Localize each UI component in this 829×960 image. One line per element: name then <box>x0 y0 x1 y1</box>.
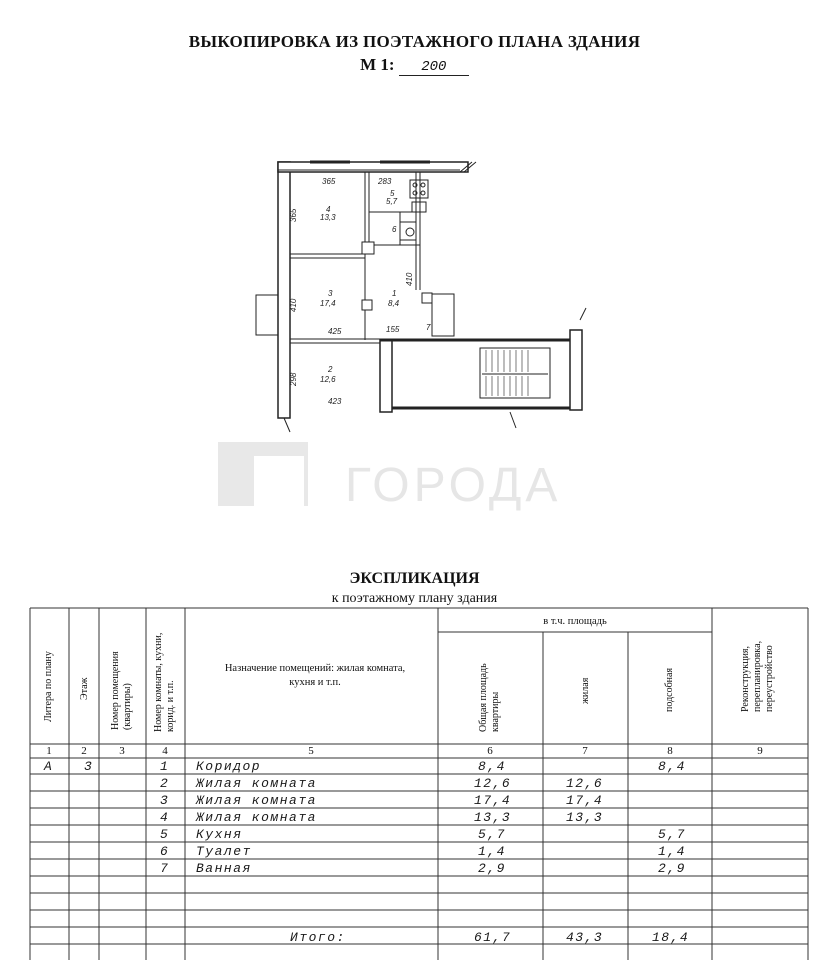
total-aux: 18,4 <box>652 930 690 945</box>
svg-text:1: 1 <box>392 289 397 298</box>
svg-text:3: 3 <box>328 289 333 298</box>
cell-name: Коридор <box>196 759 262 774</box>
cell-living: 12,6 <box>566 776 604 791</box>
svg-text:365: 365 <box>289 208 298 222</box>
cell-total: 5,7 <box>478 827 506 842</box>
scale-label: М 1: <box>360 55 395 74</box>
col-number: 5 <box>308 745 314 757</box>
cell-name: Жилая комната <box>196 776 317 791</box>
cell-room: 2 <box>160 776 170 791</box>
svg-text:12,6: 12,6 <box>320 375 336 384</box>
total-label: Итого: <box>290 930 346 945</box>
cell-name: Жилая комната <box>196 793 317 808</box>
svg-text:423: 423 <box>328 397 342 406</box>
cell-aux: 2,9 <box>658 861 686 876</box>
cell-name: Туалет <box>196 844 252 859</box>
cell-name: Жилая комната <box>196 810 317 825</box>
col-number: 7 <box>582 745 588 757</box>
svg-text:13,3: 13,3 <box>320 213 336 222</box>
cell-aux: 8,4 <box>658 759 686 774</box>
cell-room: 1 <box>160 759 170 774</box>
col-header-litera: Литера по плану <box>43 651 54 722</box>
svg-text:2: 2 <box>328 365 333 374</box>
svg-text:8,4: 8,4 <box>388 299 400 308</box>
cell-room: 3 <box>160 793 170 808</box>
col-header-auxiliary: подсобная <box>664 667 675 712</box>
svg-text:17,4: 17,4 <box>320 299 336 308</box>
cell-total: 12,6 <box>474 776 512 791</box>
cell-room: 4 <box>160 810 170 825</box>
svg-text:410: 410 <box>405 272 414 286</box>
cell-name: Ванная <box>196 861 252 876</box>
svg-text:425: 425 <box>328 327 342 336</box>
cell-total: 2,9 <box>478 861 506 876</box>
col-header-total-area: Общая площадь квартиры <box>478 663 501 732</box>
cell-total: 8,4 <box>478 759 506 774</box>
col-number: 4 <box>162 745 168 757</box>
col-number: 8 <box>667 745 673 757</box>
cell-living: 17,4 <box>566 793 604 808</box>
col-header-living: жилая <box>580 677 591 704</box>
watermark-text: ГОРОДА <box>345 459 562 512</box>
cell-floor: 3 <box>84 759 94 774</box>
cell-room: 5 <box>160 827 170 842</box>
col-header-apartment: Номер помещения (квартиры) <box>110 651 133 730</box>
cell-total: 17,4 <box>474 793 512 808</box>
col-header-reconstruction: Реконструкция, перепланировка, переустройство <box>740 640 775 712</box>
col-header-purpose: Назначение помещений: жилая комната, кухня и т.п. <box>224 663 406 688</box>
scale-value: 200 <box>399 59 469 76</box>
total-area: 61,7 <box>474 930 512 945</box>
cell-aux: 5,7 <box>658 827 686 842</box>
svg-text:7: 7 <box>426 323 431 332</box>
svg-text:298: 298 <box>289 372 298 386</box>
cell-total: 1,4 <box>478 844 506 859</box>
cell-litera: А <box>44 759 54 774</box>
col-header-area-group: в т.ч. площадь <box>543 616 607 627</box>
col-number: 1 <box>46 745 52 757</box>
cell-aux: 1,4 <box>658 844 686 859</box>
cell-room: 7 <box>160 861 170 876</box>
svg-text:4: 4 <box>326 205 331 214</box>
cell-room: 6 <box>160 844 170 859</box>
svg-text:5,7: 5,7 <box>386 197 398 206</box>
svg-text:155: 155 <box>386 325 400 334</box>
cell-name: Кухня <box>196 827 243 842</box>
cell-living: 13,3 <box>566 810 604 825</box>
svg-text:5: 5 <box>390 189 395 198</box>
col-number: 6 <box>487 745 493 757</box>
explication-title: ЭКСПЛИКАЦИЯ <box>349 570 480 587</box>
explication-subtitle: к поэтажному плану здания <box>331 591 498 606</box>
col-number: 2 <box>81 745 87 757</box>
col-number: 3 <box>119 745 125 757</box>
svg-text:6: 6 <box>392 225 397 234</box>
svg-text:410: 410 <box>289 298 298 312</box>
col-header-room-number: Номер комнаты, кухни, корид. и т.п. <box>153 632 176 732</box>
document-title: ВЫКОПИРОВКА ИЗ ПОЭТАЖНОГО ПЛАНА ЗДАНИЯ <box>188 32 641 51</box>
svg-text:365: 365 <box>322 177 336 186</box>
svg-text:283: 283 <box>378 177 392 186</box>
col-header-floor: Этаж <box>79 677 90 700</box>
total-living: 43,3 <box>566 930 604 945</box>
cell-total: 13,3 <box>474 810 512 825</box>
col-number: 9 <box>757 745 763 757</box>
